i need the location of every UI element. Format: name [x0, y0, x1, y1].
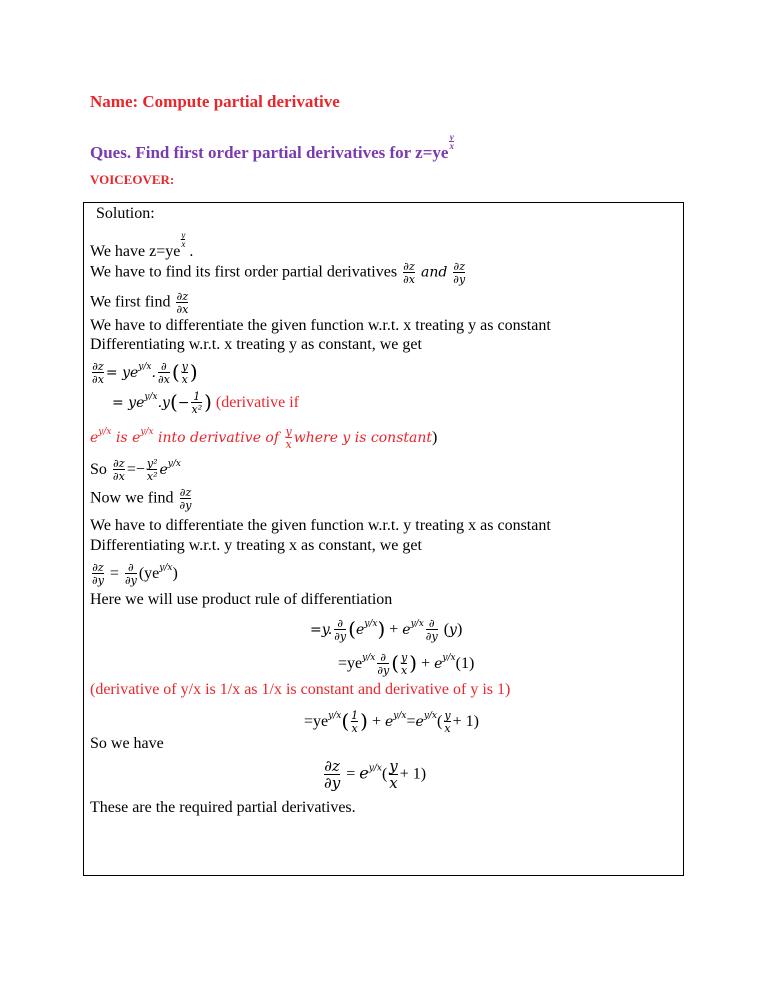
voiceover-label: VOICEOVER:: [90, 172, 175, 187]
question-text: Ques. Find first order partial derivatives for z=ye: [90, 143, 449, 162]
eq-dzdx-2: = $ye^{y/x}.y(-$ $\frac{1}{\text{x²}}$ ) (derivative if: [112, 390, 299, 417]
eq-product-3: $=ye^{y/x}$( $\frac{1}{x}$ ) + $e^{y/x}=e^{y/x}$( $\frac{y}{x}$ + 1): [304, 709, 479, 736]
solution-heading: Solution:: [96, 205, 155, 222]
line-differentiate-y: We have to differentiate the given function w.r.t. y treating x as constant: [90, 517, 551, 534]
line-differentiating-y: Differentiating w.r.t. y treating x as constant, we get: [90, 537, 422, 554]
eq-product-1: =y. $\frac{\partial}{\partial y}$ $(e^{y/x}) + e^{y/x}$ $\frac{\partial}{\partial y}$ (y): [310, 617, 463, 644]
eq-dzdx-1: $\frac{\partial z}{\partial x}$ = $ye^{y/x}$. $\frac{\partial}{\partial x}$ ( $\frac{y}{x}$ ): [92, 360, 198, 387]
line-find-derivatives: We have to find its first order partial derivatives $\frac{\partial z}{\partial x}$ and $\frac{\partial z}{\partial y}$: [90, 260, 466, 286]
line-we-have: We have z=yey x .: [90, 230, 194, 260]
eq-final: $\frac{\partial z}{\partial y}$ = $e^{y/x}$( $\frac{y}{x}$ + 1): [324, 757, 427, 792]
line-differentiating-x: Differentiating w.r.t. x treating y as constant, we get: [90, 336, 422, 353]
title-name: Name: Compute partial derivative: [90, 92, 340, 111]
line-so-we-have: So we have: [90, 735, 164, 752]
eq-product-2: $=ye^{y/x}$ $\frac{\partial}{\partial y}$ ( $\frac{y}{x}$ ) + $e^{y/x}(1)$: [338, 651, 475, 678]
line-first-find: We first find $\frac{\partial z}{\partial x}$: [90, 290, 189, 316]
eq-dzdy-1: $\frac{\partial z}{\partial y}$ = $\frac{\partial}{\partial y}$ $(ye^{y/x})$: [92, 561, 178, 588]
solution-box: [83, 202, 684, 876]
line-conclusion: These are the required partial derivatives.: [90, 799, 356, 816]
eq-so-dzdx: So $\frac{\partial z}{\partial x}$ =− $\frac{\text{y²}}{\text{x²}}$ $e^{y/x}$: [90, 457, 181, 484]
line-differentiate-x: We have to differentiate the given function w.r.t. x treating y as constant: [90, 317, 551, 334]
line-product-rule: Here we will use product rule of differentiation: [90, 591, 393, 608]
eq-note-x: $e^{y/x}$ is $e^{y/x}$ into derivative of $\frac{y}{x}$ where y is constant): [90, 425, 438, 452]
exponent-y-over-x: $\frac{y}{x}$: [449, 132, 454, 151]
question-line: [90, 133, 454, 163]
line-now-find: Now we find $\frac{\partial z}{\partial y}$: [90, 486, 192, 512]
note-derivative-y: (derivative of y/x is 1/x as 1/x is constant and derivative of y is 1): [90, 681, 511, 698]
